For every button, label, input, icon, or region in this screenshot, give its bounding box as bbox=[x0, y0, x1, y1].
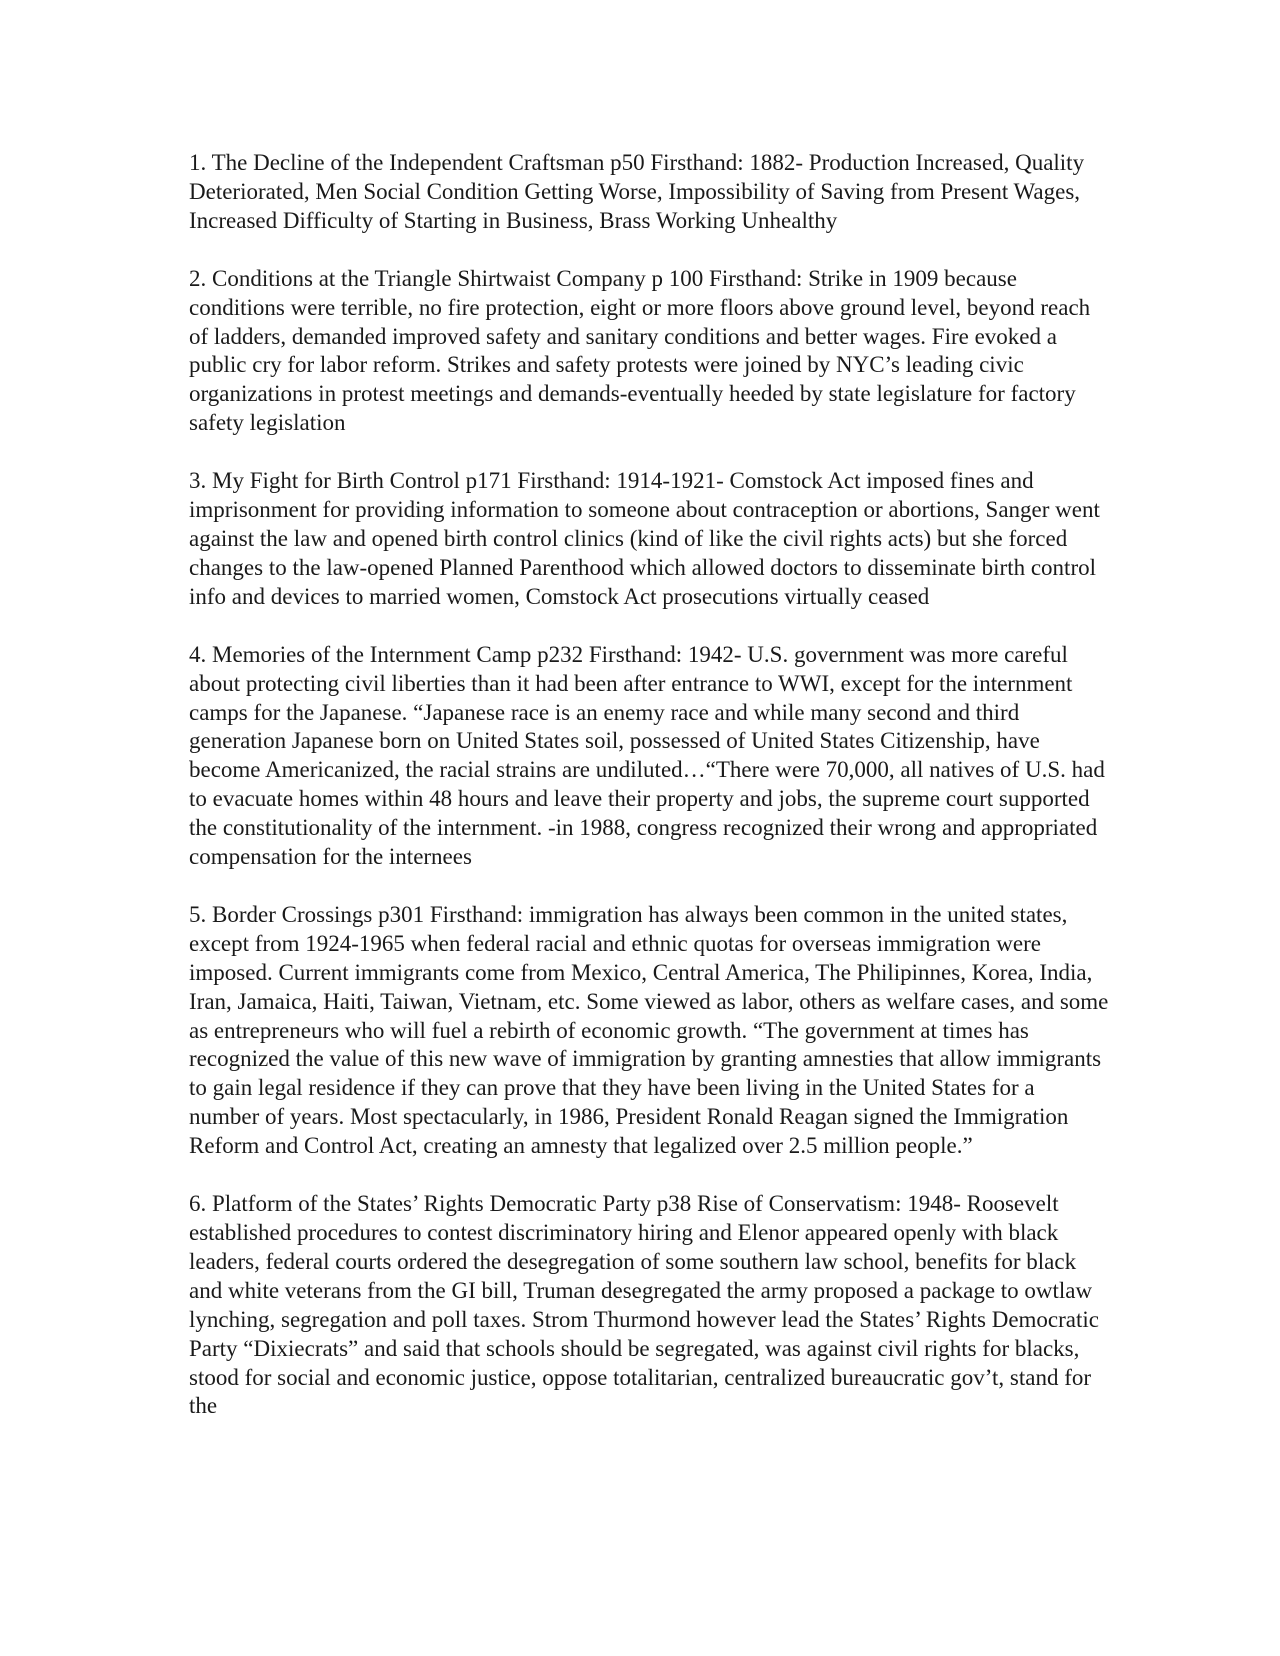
paragraph-2: 2. Conditions at the Triangle Shirtwaist Company p 100 Firsthand: Strike in 1909 because conditions were terrible, no fire protection, eight or more floors above ground level, beyond reach of ladders, demanded improved safety and sanitary conditions and better wages. Fire evoked a public cry for labor reform. Strikes and safety protests were joined by NYC’s leading civic organizations in protest meetings and demands-eventually heeded by state legislature for factory safety legislation bbox=[189, 265, 1091, 436]
document-body bbox=[189, 149, 1109, 1450]
paragraph-1: 1. The Decline of the Independent Craftsman p50 Firsthand: 1882- Production Increased, Quality Deteriorated, Men Social Condition Getting Worse, Impossibility of Saving from Present Wages, Increased Difficulty of Starting in Business, Brass Working Unhealthy bbox=[189, 150, 1085, 233]
paragraph-3: 3. My Fight for Birth Control p171 Firsthand: 1914-1921- Comstock Act imposed fines and imprisonment for providing information to someone about contraception or abortions, Sanger went against the law and opened birth control clinics (kind of like the civil rights acts) but she forced changes to the law-opened Planned Parenthood which allowed doctors to disseminate birth control info and devices to married women, Comstock Act prosecutions virtually ceased bbox=[189, 468, 1100, 609]
paragraph-4: 4. Memories of the Internment Camp p232 Firsthand: 1942- U.S. government was more careful about protecting civil liberties than it had been after entrance to WWI, except for the internment camps for the Japanese. “Japanese race is an enemy race and while many second and third generation Japanese born on United States soil, possessed of United States Citizenship, have become Americanized, the racial strains are undiluted…“There were 70,000, all natives of U.S. had to evacuate homes within 48 hours and leave their property and jobs, the supreme court supported the constitutionality of the internment. -in 1988, congress recognized their wrong and appropriated compensation for the internees bbox=[189, 641, 1105, 870]
paragraph-6: 6. Platform of the States’ Rights Democratic Party p38 Rise of Conservatism: 1948- Roosevelt established procedures to contest discriminatory hiring and Elenor appeared openly with black leaders, federal courts ordered the desegregation of some southern law school, benefits for black and white veterans from the GI bill, Truman desegregated the army proposed a package to owtlaw lynching, segregation and poll taxes. Strom Thurmond however lead the States’ Rights Democratic Party “Dixiecrats” and said that schools should be segregated, was against civil rights for blacks, stood for social and economic justice, oppose totalitarian, centralized bureaucratic gov’t, stand for the bbox=[189, 1191, 1099, 1419]
paragraph-5: 5. Border Crossings p301 Firsthand: immigration has always been common in the united states, except from 1924-1965 when federal racial and ethnic quotas for overseas immigration were imposed. Current immigrants come from Mexico, Central America, The Philipinnes, Korea, India, Iran, Jamaica, Haiti, Taiwan, Vietnam, etc. Some viewed as labor, others as welfare cases, and some as entrepreneurs who will fuel a rebirth of economic growth. “The government at times has recognized the value of this new wave of immigration by granting amnesties that allow immigrants to gain legal residence if they can prove that they have been living in the United States for a number of years. Most spectacularly, in 1986, President Ronald Reagan signed the Immigration Reform and Control Act, creating an amnesty that legalized over 2.5 million people.” bbox=[189, 901, 1109, 1159]
